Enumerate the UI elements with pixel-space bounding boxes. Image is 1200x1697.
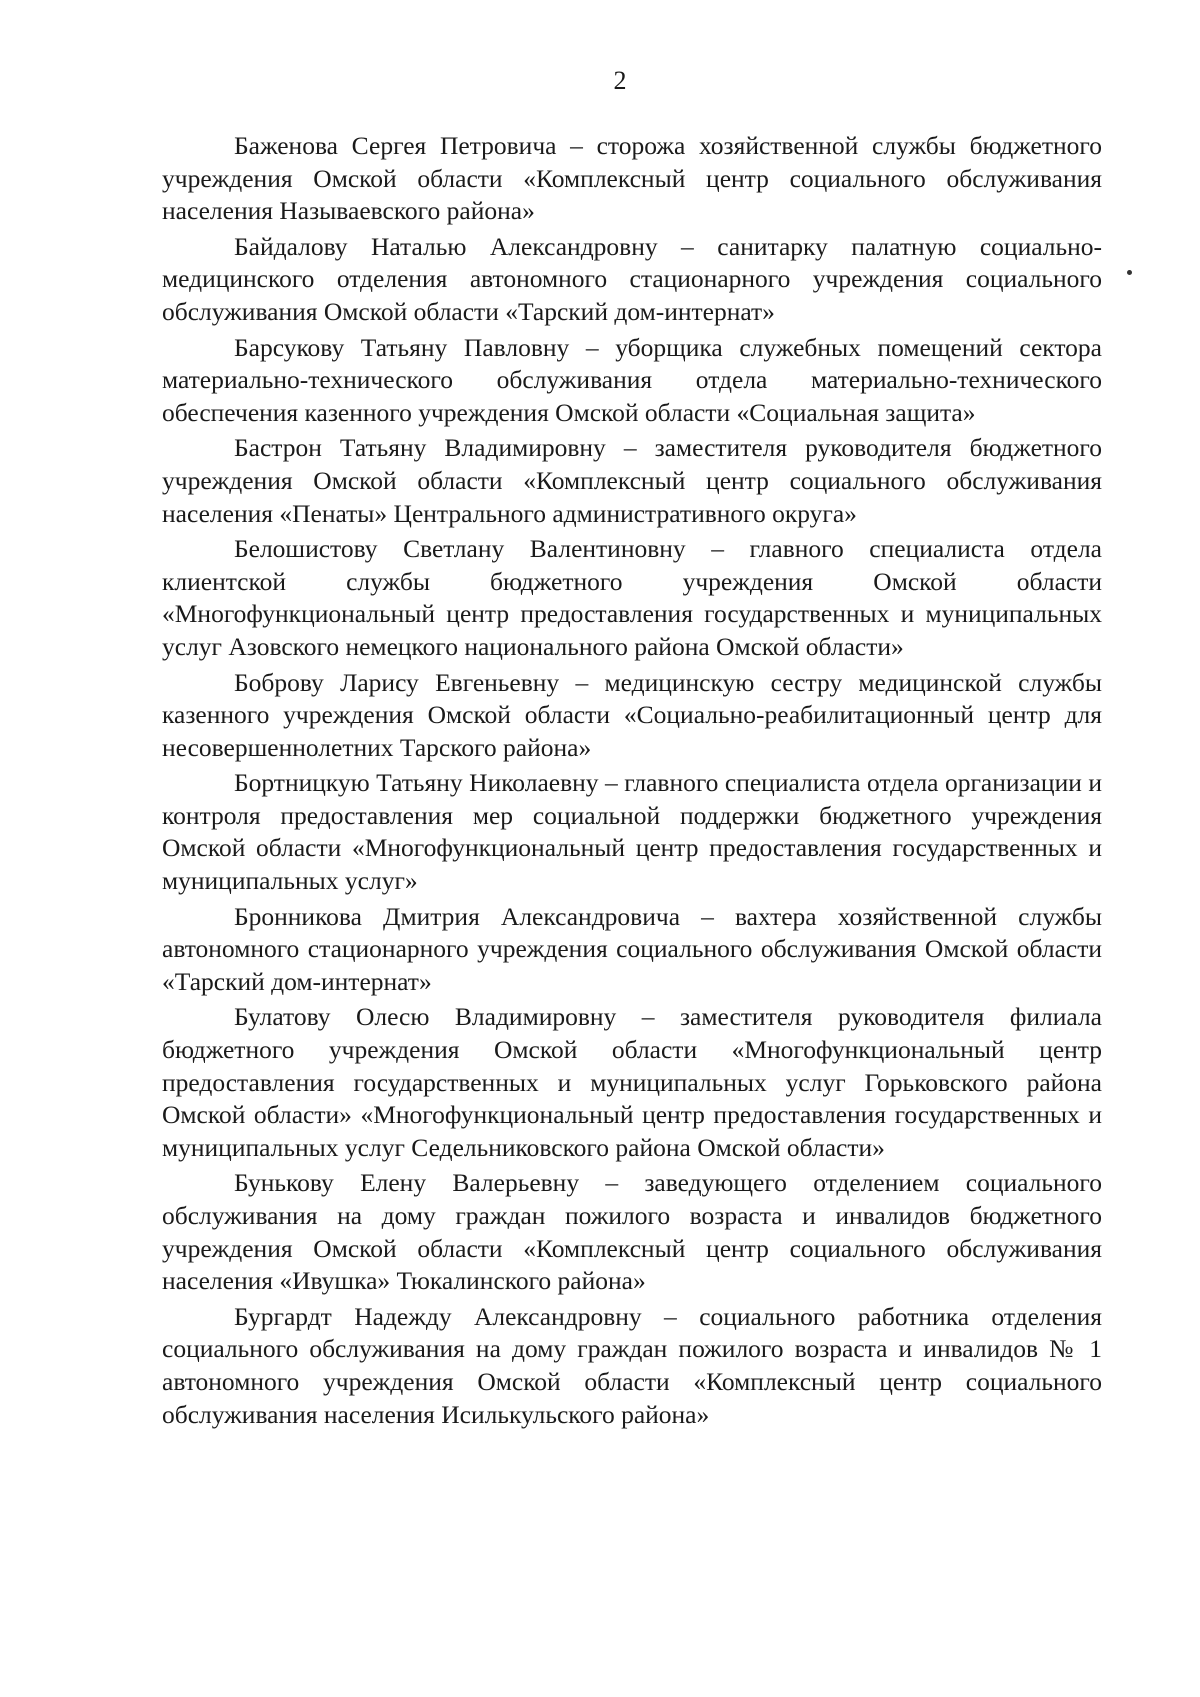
list-item: Баженова Сергея Петровича – сторожа хозяйственной службы бюджетного учреждения Омской области «Комплексный центр социального обслуживания населения Называевского района» [162, 131, 1102, 226]
page-number: 2 [613, 66, 627, 95]
list-item: Бастрон Татьяну Владимировну – заместителя руководителя бюджетного учреждения Омской области «Комплексный центр социального обслуживания населения «Пенаты» Центрального административного округа» [162, 433, 1102, 528]
scan-mark [1127, 270, 1132, 275]
list-item: Бортницкую Татьяну Николаевну – главного специалиста отдела организации и контроля предоставления мер социальной поддержки бюджетного учреждения Омской области «Многофункциональный центр предоставления государственных и муниципальных услуг» [162, 768, 1102, 896]
list-item: Булатову Олесю Владимировну – заместителя руководителя филиала бюджетного учреждения Омской области «Многофункциональный центр предоставления государственных и муниципальных услуг Горьковского района Омской области» «Многофункциональный центр предоставления государственных и муниципальных услуг Седельниковского района Омской области» [162, 1002, 1102, 1162]
document-body [162, 130, 1102, 1434]
list-item: Бургардт Надежду Александровну – социального работника отделения социального обслуживания на дому граждан пожилого возраста и инвалидов № 1 автономного учреждения Омской области «Комплексный центр социального обслуживания населения Исилькульского района» [162, 1301, 1102, 1429]
list-item: Бунькову Елену Валерьевну – заведующего отделением социального обслуживания на дому граждан пожилого возраста и инвалидов бюджетного учреждения Омской области «Комплексный центр социального обслуживания населения «Ивушка» Тюкалинского района» [162, 1168, 1102, 1296]
list-item: Боброву Ларису Евгеньевну – медицинскую сестру медицинской службы казенного учреждения Омской области «Социально-реабилитационный центр для несовершеннолетних Тарского района» [162, 667, 1102, 762]
list-item: Барсукову Татьяну Павловну – уборщика служебных помещений сектора материально-технического обслуживания отдела материально-технического обеспечения казенного учреждения Омской области «Социальная защита» [162, 332, 1102, 427]
list-item: Бронникова Дмитрия Александровича – вахтера хозяйственной службы автономного стационарного учреждения социального обслуживания Омской области «Тарский дом-интернат» [162, 901, 1102, 996]
list-item: Байдалову Наталью Александровну – санитарку палатную социально-медицинского отделения автономного стационарного учреждения социального обслуживания Омской области «Тарский дом-интернат» [162, 231, 1102, 326]
list-item: Белошистову Светлану Валентиновну – главного специалиста отдела клиентской службы бюджетного учреждения Омской области «Многофункциональный центр предоставления государственных и муниципальных услуг Азовского немецкого национального района Омской области» [162, 534, 1102, 661]
